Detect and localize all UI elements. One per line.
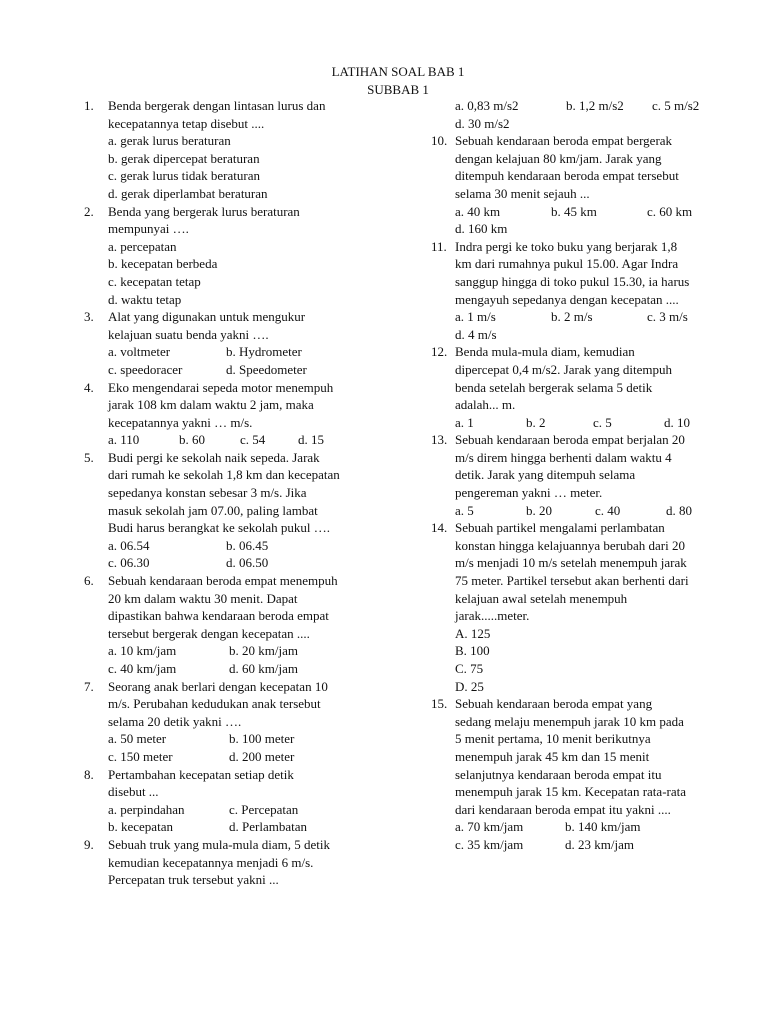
option-a: a. gerak lurus beraturan (108, 133, 231, 149)
option-d: d. Speedometer (226, 361, 307, 377)
question-10 (431, 132, 731, 238)
question-number: 13. (431, 432, 448, 448)
question-4 (84, 379, 384, 449)
option-d: d. 15 (298, 432, 324, 448)
option-a: a. perpindahan (108, 801, 185, 817)
question-12 (431, 343, 731, 431)
question-number: 7. (84, 678, 94, 694)
option-a: a. 50 meter (108, 731, 167, 747)
option-c: c. 06.30 (108, 555, 150, 571)
option-c: c. 60 km (647, 203, 693, 219)
option-b: b. gerak dipercepat beraturan (108, 150, 260, 166)
question-9 (84, 836, 384, 889)
question-text: Sebuah partikel mengalami perlambatan konstan hingga kelajuannya berubah dari 20 m/s menjadi 10 m/s setelah menempuh jarak 75 meter. Partikel tersebut akan berhenti dari kelajuan awal setelah menempuh jarak.....meter. (455, 520, 689, 624)
option-d: D. 25 (455, 678, 484, 694)
option-b: b. kecepatan berbeda (108, 256, 218, 272)
option-b: b. 2 m/s (551, 309, 593, 325)
question-1 (84, 97, 384, 203)
option-c: c. 35 km/jam (455, 836, 524, 852)
question-number: 5. (84, 449, 94, 465)
question-3 (84, 308, 384, 378)
question-14 (431, 519, 731, 695)
question-8 (84, 766, 384, 836)
option-b: b. 20 (526, 502, 552, 518)
question-13 (431, 431, 731, 519)
option-a: a. 1 (455, 414, 474, 430)
question-text: Budi pergi ke sekolah naik sepeda. Jarak dari rumah ke sekolah 1,8 km dan kecepatan sepedanya konstan sebesar 3 m/s. Jika masuk sekolah jam 07.00, paling lambat Budi harus berangkat ke sekolah pukul …. (108, 449, 340, 536)
option-c: c. 150 meter (108, 748, 173, 764)
option-b: b. 06.45 (226, 537, 269, 553)
question-text: Sebuah kendaraan beroda empat yang sedang melaju menempuh jarak 10 km pada 5 menit pertama, 10 menit berikutnya menempuh jarak 45 km dan 15 menit selanjutnya kendaraan beroda empat itu menempuh jarak 15 km. Kecepatan rata-rata dari kendaraan beroda empat itu yakni .... (455, 696, 686, 817)
option-d: d. 160 km (455, 221, 508, 237)
option-b: b. Hydrometer (226, 344, 302, 360)
option-a: a. 40 km (455, 203, 501, 219)
question-text: Indra pergi ke toko buku yang berjarak 1,8 km dari rumahnya pukul 15.00. Agar Indra sanggup hingga di toko pukul 15.30, ia harus mengayuh sepedanya dengan kecepatan .... (455, 238, 690, 307)
option-c: c. speedoracer (108, 361, 183, 377)
question-6 (84, 572, 384, 678)
question-15 (431, 695, 731, 853)
option-c: c. 5 m/s2 (652, 98, 700, 113)
question-11 (431, 238, 731, 344)
question-number: 8. (84, 766, 94, 782)
right-column (431, 97, 731, 854)
option-c: c. kecepatan tetap (108, 273, 201, 289)
option-d: d. Perlambatan (229, 819, 307, 835)
option-a: a. voltmeter (108, 344, 171, 360)
option-a: a. 0,83 m/s2 (455, 98, 519, 113)
question-number: 14. (431, 520, 448, 536)
option-b: b. 1,2 m/s2 (566, 98, 624, 113)
option-b: b. 100 meter (229, 731, 295, 747)
option-d: d. waktu tetap (108, 291, 182, 307)
question-text: Sebuah kendaraan beroda empat bergerak dengan kelajuan 80 km/jam. Jarak yang ditempuh kendaraan beroda empat tersebut selama 30 menit sejauh ... (455, 133, 679, 201)
option-a: a. 1 m/s (455, 309, 496, 325)
option-b: b. 20 km/jam (229, 643, 298, 659)
option-c: c. 5 (593, 414, 612, 430)
option-b: b. 140 km/jam (565, 819, 641, 835)
left-column (84, 97, 384, 889)
option-c: c. 3 m/s (647, 309, 688, 325)
option-a: a. 10 km/jam (108, 643, 177, 659)
option-d: d. 30 m/s2 (455, 115, 510, 131)
option-d: d. 80 (666, 502, 692, 518)
option-c: C. 75 (455, 661, 484, 676)
question-number: 15. (431, 696, 448, 712)
question-text: Benda yang bergerak lurus beraturan mempunyai …. (108, 203, 300, 237)
option-c: c. 40 km/jam (108, 661, 177, 676)
option-d: d. 60 km/jam (229, 661, 298, 676)
option-a: a. 70 km/jam (455, 819, 524, 835)
option-b: b. 45 km (551, 203, 597, 219)
question-9-options (431, 97, 731, 132)
question-number: 2. (84, 203, 94, 219)
option-d: d. 23 km/jam (565, 836, 634, 852)
option-b: b. kecepatan (108, 819, 173, 835)
option-c: c. gerak lurus tidak beraturan (108, 168, 260, 184)
worksheet-header (0, 63, 768, 98)
option-c: c. 54 (240, 432, 266, 448)
option-a: a. 5 (455, 502, 474, 518)
option-a: a. 110 (108, 432, 140, 448)
question-number: 4. (84, 379, 94, 395)
question-text: Seorang anak berlari dengan kecepatan 10 m/s. Perubahan kedudukan anak tersebut selama 20 detik yakni …. (108, 678, 328, 729)
page-subtitle: SUBBAB 1 (367, 81, 429, 97)
question-number: 11. (431, 238, 447, 254)
option-d: d. 10 (664, 414, 690, 430)
question-7 (84, 678, 384, 766)
question-2 (84, 203, 384, 309)
option-d: d. 4 m/s (455, 326, 497, 342)
question-number: 6. (84, 573, 94, 589)
question-number: 1. (84, 98, 94, 113)
question-number: 9. (84, 836, 94, 852)
option-a: A. 125 (455, 625, 491, 641)
question-text: Eko mengendarai sepeda motor menempuh jarak 108 km dalam waktu 2 jam, maka kecepatannya yakni … m/s. (108, 379, 334, 430)
page-title: LATIHAN SOAL BAB 1 (331, 64, 465, 79)
question-number: 12. (431, 344, 448, 360)
option-a: a. percepatan (108, 238, 177, 254)
option-a: a. 06.54 (108, 537, 150, 553)
question-text: Pertambahan kecepatan setiap detik disebut ... (108, 766, 294, 800)
question-text: Sebuah kendaraan beroda empat berjalan 20 m/s direm hingga berhenti dalam waktu 4 detik. Jarak yang ditempuh selama pengereman yakni … meter. (455, 432, 685, 501)
question-number: 3. (84, 309, 94, 325)
option-c: c. Percepatan (229, 801, 299, 817)
question-text: Benda bergerak dengan lintasan lurus dan kecepatannya tetap disebut .... (108, 98, 326, 131)
option-b: b. 2 (526, 414, 546, 430)
question-number: 10. (431, 133, 448, 149)
question-text: Alat yang digunakan untuk mengukur kelajuan suatu benda yakni …. (108, 309, 306, 342)
option-d: d. 06.50 (226, 555, 269, 571)
question-text: Sebuah kendaraan beroda empat menempuh 20 km dalam waktu 30 menit. Dapat dipastikan bahwa kendaraan beroda empat tersebut bergerak dengan kecepatan .... (108, 573, 338, 641)
option-b: b. 60 (179, 432, 205, 448)
question-text: Sebuah truk yang mula-mula diam, 5 detik kemudian kecepatannya menjadi 6 m/s. Percepatan truk tersebut yakni ... (108, 836, 331, 888)
option-c: c. 40 (595, 502, 621, 518)
question-text: Benda mula-mula diam, kemudian dipercepat 0,4 m/s2. Jarak yang ditempuh benda setelah bergerak selama 5 detik adalah... m. (455, 344, 672, 413)
option-d: d. gerak diperlambat beraturan (108, 185, 268, 201)
option-d: d. 200 meter (229, 748, 295, 764)
question-5 (84, 449, 384, 572)
option-b: B. 100 (455, 643, 490, 659)
